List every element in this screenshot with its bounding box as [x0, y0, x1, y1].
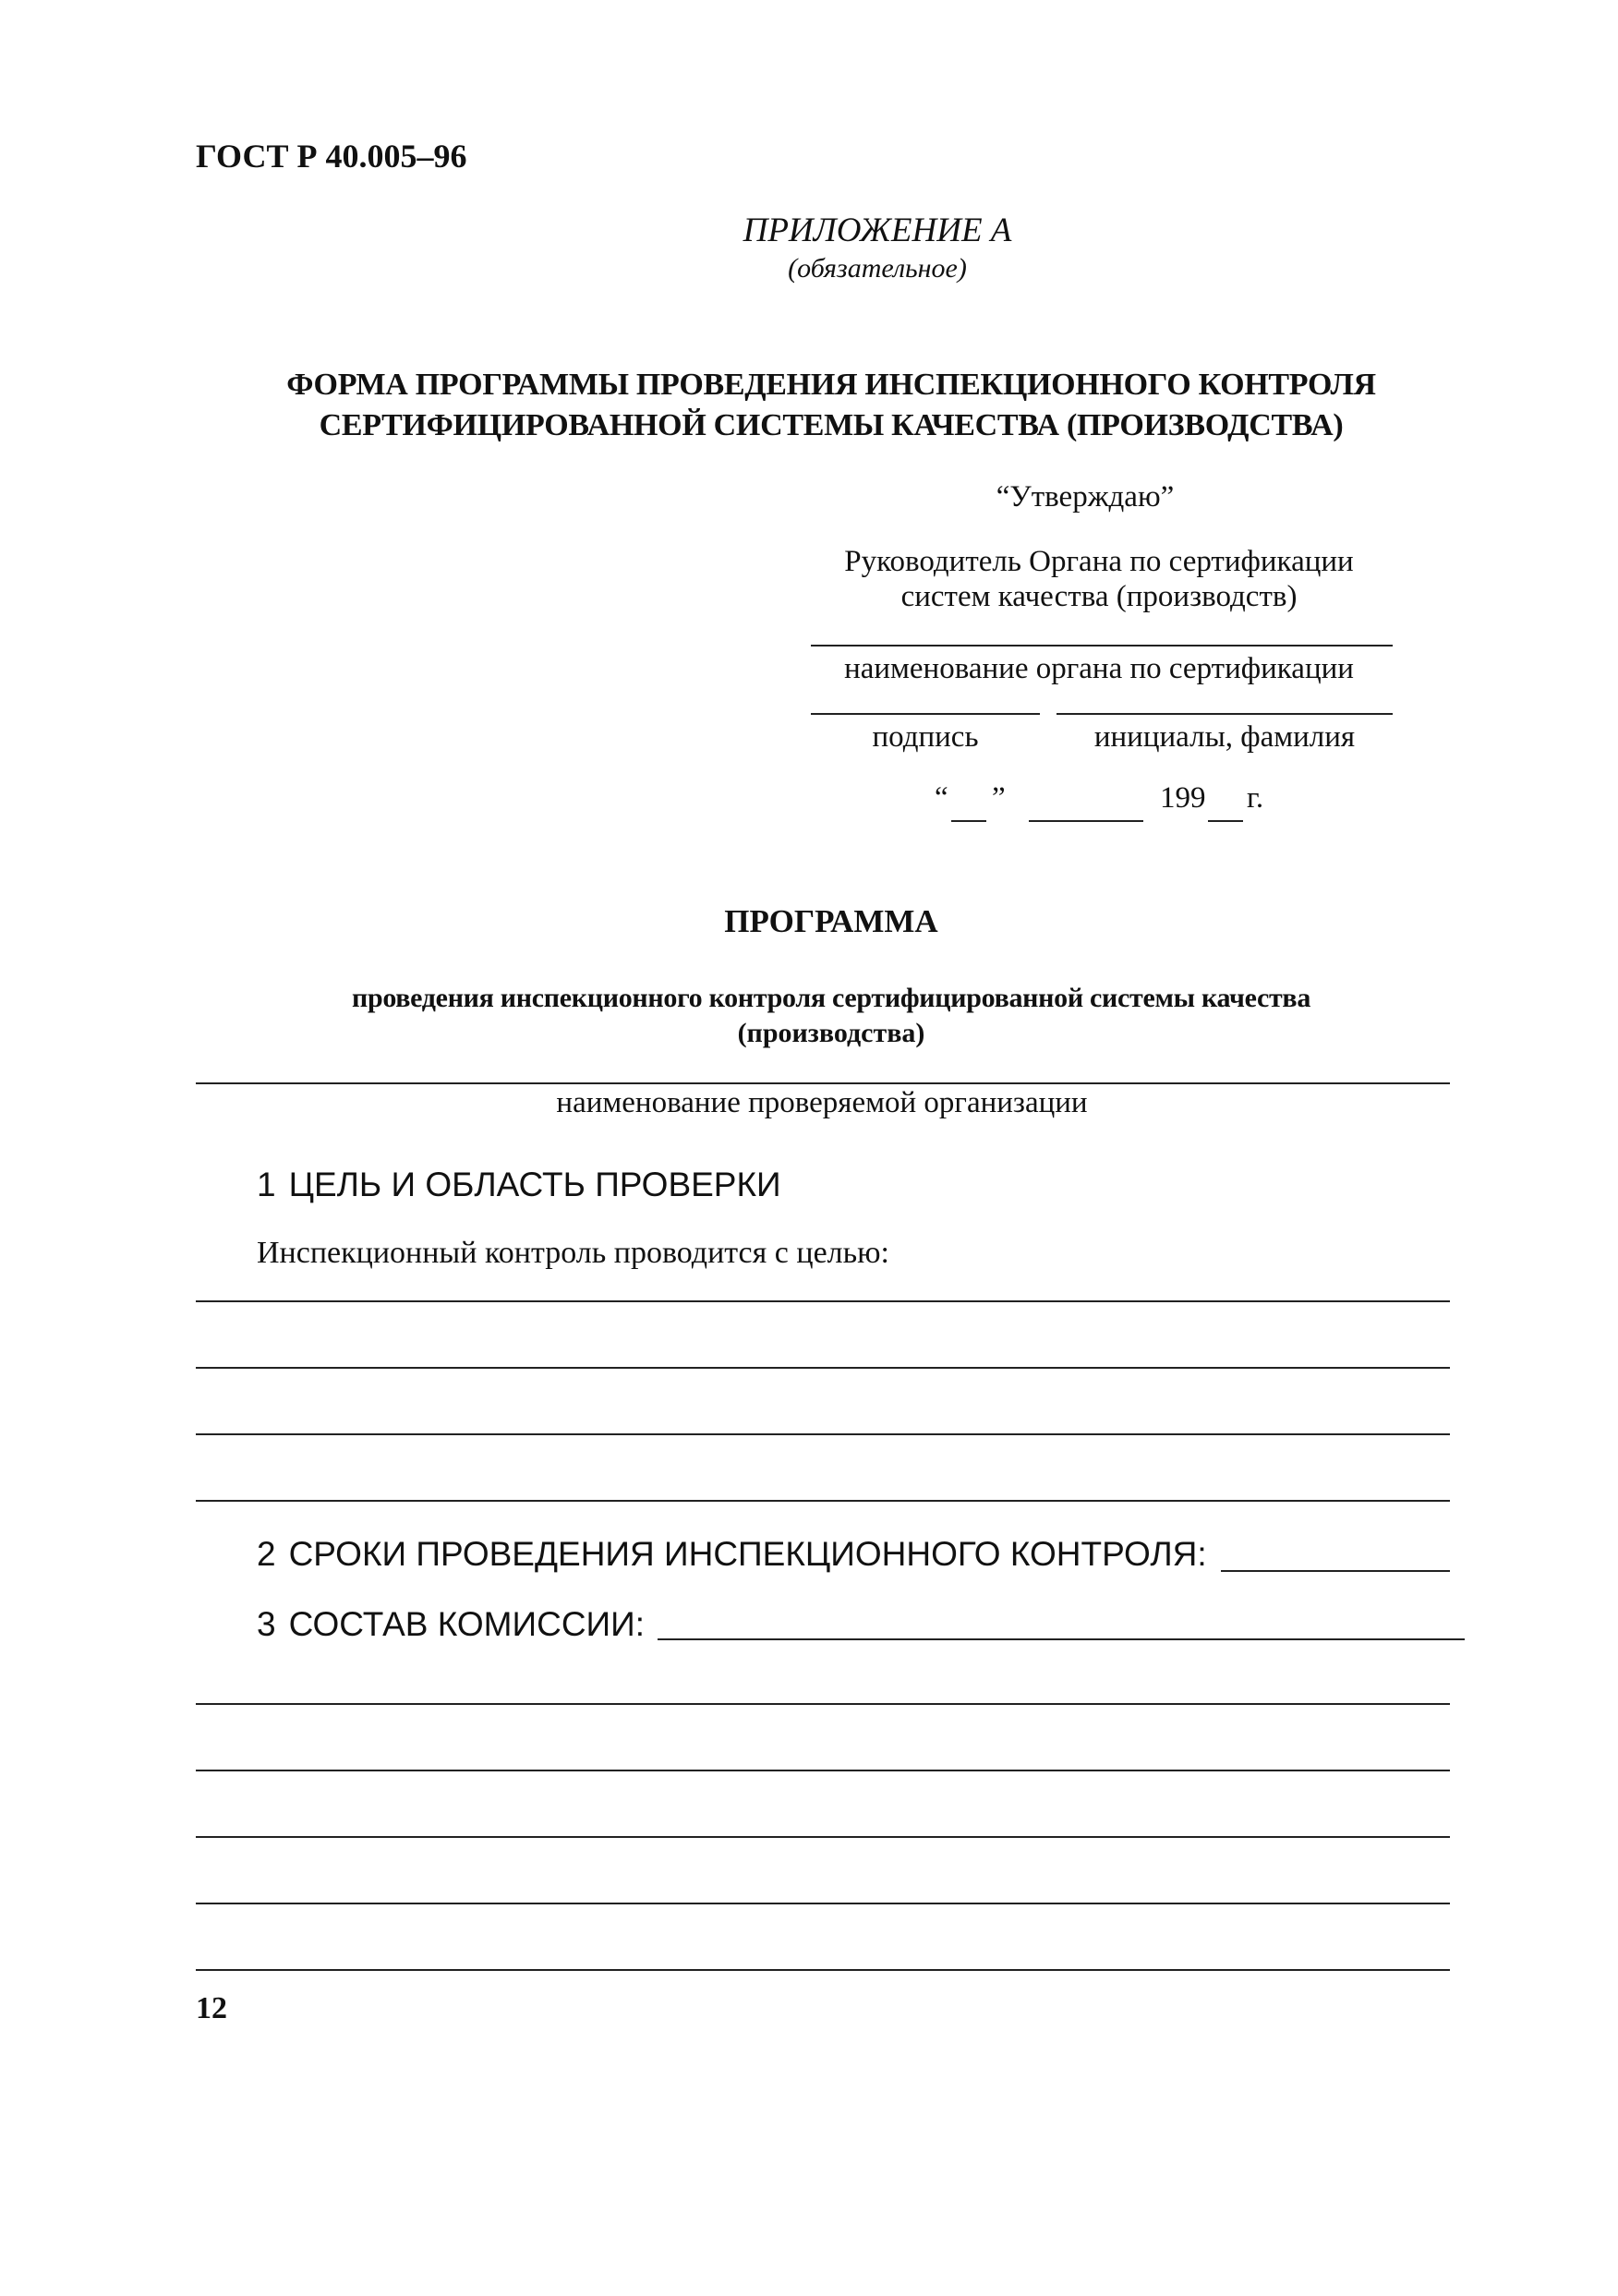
signature-line[interactable] [811, 713, 1040, 715]
section-3-heading [257, 1605, 645, 1644]
purpose-line-2[interactable] [196, 1367, 1450, 1369]
commission-line-3[interactable] [196, 1836, 1450, 1838]
section-2-heading [257, 1535, 1207, 1574]
date-year-suffix: г. [1247, 781, 1264, 815]
section-3-title: СОСТАВ КОМИССИИ: [288, 1605, 646, 1643]
program-title: ПРОГРАММА [724, 903, 938, 939]
section-3-number: 3 [257, 1605, 276, 1643]
page-number: 12 [196, 1991, 227, 2025]
section-1-number: 1 [257, 1166, 276, 1203]
appendix-subtitle: (обязательное) [788, 253, 967, 284]
form-title-line2: СЕРТИФИЦИРОВАННОЙ СИСТЕМЫ КАЧЕСТВА (ПРОИЗВОДСТВА) [319, 408, 1344, 442]
date-day-blank[interactable] [951, 820, 986, 822]
certification-body-name-line[interactable] [811, 645, 1393, 647]
inspected-organization-line[interactable] [196, 1082, 1450, 1084]
standard-code: ГОСТ Р 40.005–96 [196, 138, 467, 175]
appendix-title: ПРИЛОЖЕНИЕ А [743, 211, 1012, 249]
section-1-title: ЦЕЛЬ И ОБЛАСТЬ ПРОВЕРКИ [288, 1166, 781, 1203]
initials-surname-caption: инициалы, фамилия [1093, 720, 1356, 754]
program-subtitle-line1: проведения инспекционного контроля сертифицированной системы качества [351, 983, 1311, 1013]
inspected-organization-caption: наименование проверяемой организации [556, 1086, 1088, 1119]
date-month-blank[interactable] [1029, 820, 1143, 822]
inspection-terms-line[interactable] [1221, 1570, 1450, 1572]
purpose-line-1[interactable] [196, 1300, 1450, 1302]
section-1-text: Инспекционный контроль проводится с целью: [257, 1236, 889, 1270]
form-title-line1: ФОРМА ПРОГРАММЫ ПРОВЕДЕНИЯ ИНСПЕКЦИОННОГО КОНТРОЛЯ [286, 368, 1376, 402]
commission-line-4[interactable] [196, 1903, 1450, 1904]
approve-label: “Утверждаю” [996, 480, 1175, 514]
signature-caption: подпись [872, 720, 979, 754]
purpose-line-4[interactable] [196, 1500, 1450, 1502]
certification-body-caption: наименование органа по сертификации [844, 652, 1354, 685]
initials-surname-line[interactable] [1057, 713, 1393, 715]
commission-line-1[interactable] [196, 1703, 1450, 1705]
section-2-title: СРОКИ ПРОВЕДЕНИЯ ИНСПЕКЦИОННОГО КОНТРОЛЯ: [288, 1535, 1207, 1573]
section-2-number: 2 [257, 1535, 276, 1573]
commission-line-0[interactable] [658, 1638, 1465, 1640]
program-subtitle-line2: (производства) [737, 1018, 925, 1048]
section-1-heading [257, 1166, 781, 1204]
commission-line-5[interactable] [196, 1969, 1450, 1971]
approval-head-line2: систем качества (производств) [900, 580, 1298, 613]
purpose-line-3[interactable] [196, 1433, 1450, 1435]
approval-head-line1: Руководитель Органа по сертификации [844, 545, 1354, 578]
date-open-quote: “ [935, 781, 948, 815]
date-close-quote: ” [992, 781, 1006, 815]
date-year-blank[interactable] [1208, 820, 1243, 822]
commission-line-2[interactable] [196, 1770, 1450, 1771]
date-year: 199 [1160, 781, 1206, 815]
